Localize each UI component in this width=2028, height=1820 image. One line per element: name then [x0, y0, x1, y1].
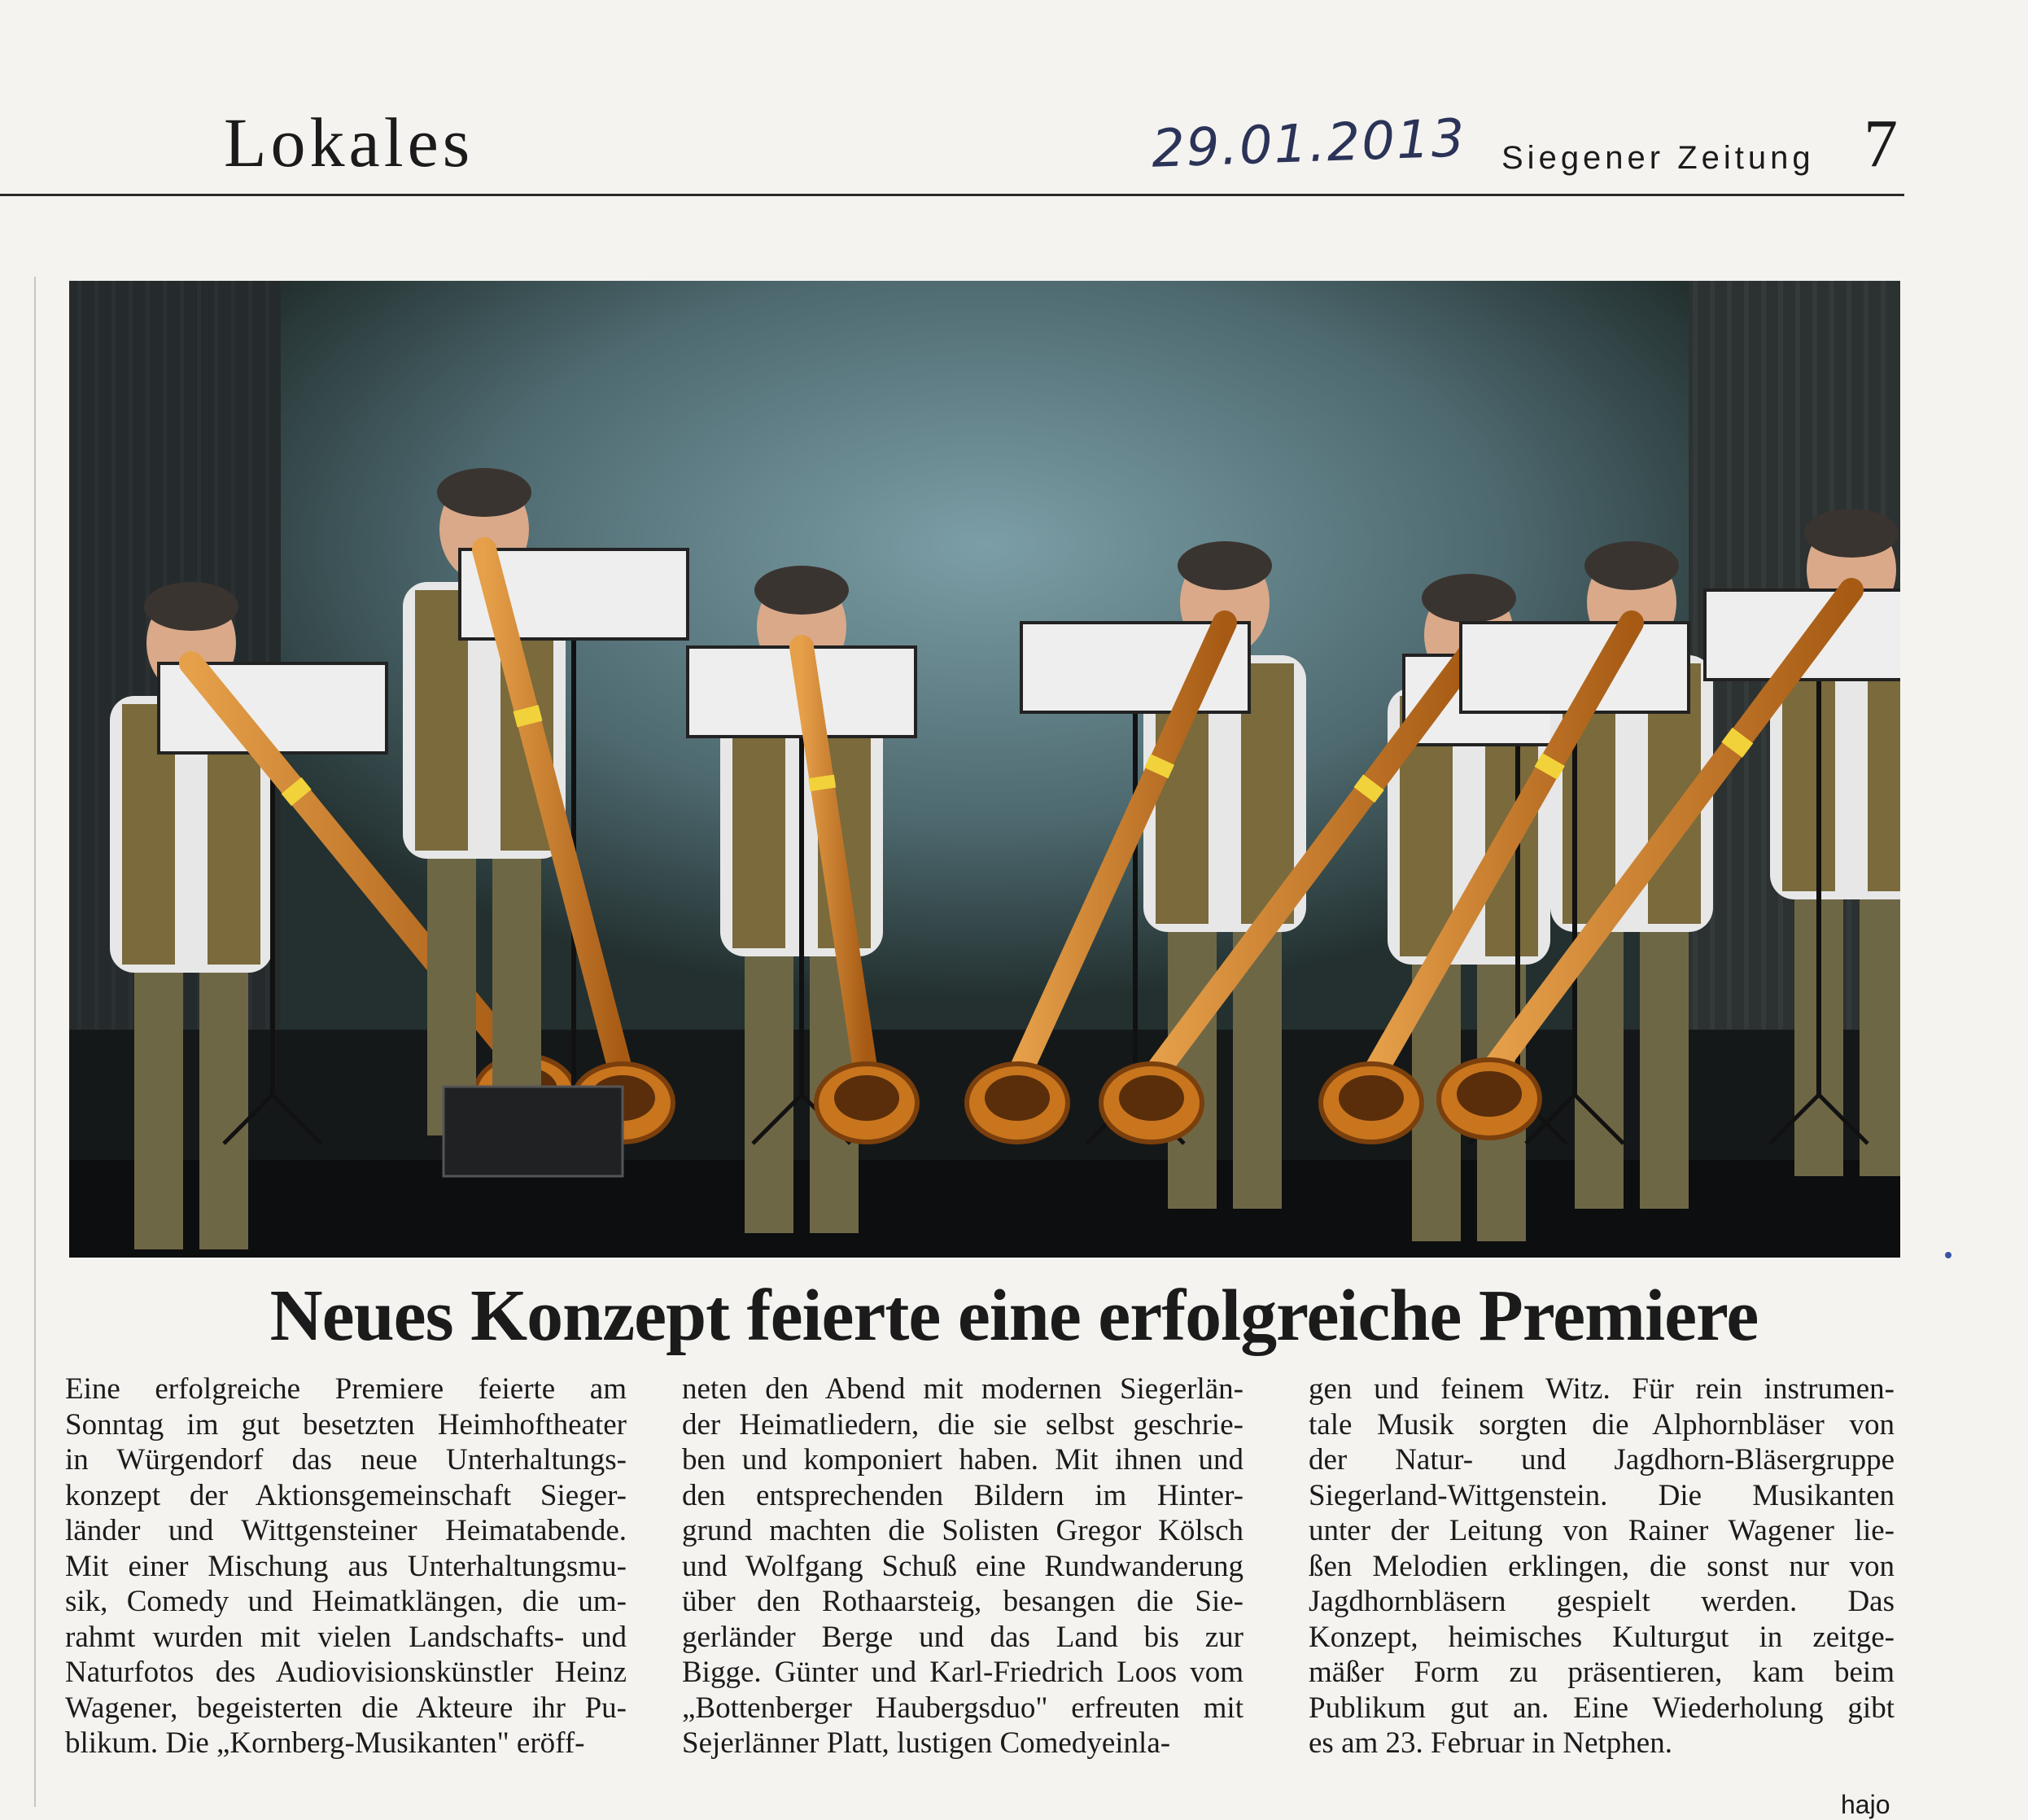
text-line: Siegerland-Wittgenstein. Die Musikanten — [1309, 1478, 1895, 1512]
text-line: sik, Comedy und Heimatklängen, die um- — [65, 1585, 627, 1618]
text-line: länder und Wittgensteiner Heimatabende. — [65, 1514, 627, 1547]
text-line: Mit einer Mischung aus Unterhaltungsmu- — [65, 1549, 627, 1583]
text-line: Publikum gut an. Eine Wiederholung gibt — [1309, 1691, 1895, 1725]
curtain-fold — [94, 281, 98, 1135]
article-headline: Neues Konzept feierte eine erfolgreiche Premiere — [269, 1275, 1759, 1356]
text-line: Wagener, begeisterten die Akteure ihr Pu- — [65, 1691, 627, 1725]
newspaper-name: Siegener Zeitung — [1501, 140, 1815, 176]
musician-hair — [437, 468, 531, 517]
text-line: ßen Melodien erklingen, die sonst nur von — [1309, 1549, 1895, 1583]
text-line: Bigge. Günter und Karl-Friedrich Loos vom — [682, 1656, 1243, 1689]
column-rule — [34, 277, 36, 1807]
alphorn-band — [1156, 759, 1163, 773]
text-line: rahmt wurden mit vielen Landschafts- und — [65, 1620, 627, 1654]
text-line: blikum. Die „Kornberg-Musikanten" eröff- — [65, 1726, 585, 1760]
curtain-fold — [1727, 281, 1732, 1135]
musician-hair — [754, 566, 849, 615]
text-line: über den Rothaarsteig, besangen die Sie- — [682, 1585, 1243, 1618]
text-line: tale Musik sorgten die Alphornbläser von — [1309, 1407, 1895, 1442]
article-photo — [69, 281, 1900, 1258]
alphorn-band — [821, 777, 823, 790]
text-line: unter der Leitung von Rainer Wagener lie- — [1309, 1514, 1895, 1547]
alphorn-band — [1364, 782, 1374, 795]
text-line: Eine erfolgreiche Premiere feierte am — [65, 1372, 627, 1406]
article-column-3 — [1309, 1372, 1895, 1761]
alphorn-bell-opening — [834, 1075, 899, 1121]
text-line: und Wolfgang Schuß eine Rundwanderung — [682, 1549, 1243, 1583]
alphorn-band — [1545, 759, 1554, 773]
text-line: der Natur- und Jagdhorn-Bläsergruppe — [1309, 1443, 1895, 1477]
alphorn-band — [1732, 736, 1742, 750]
article-column-1 — [65, 1372, 627, 1761]
stage-monitor — [444, 1087, 623, 1176]
section-title: Lokales — [224, 103, 474, 182]
musician-leg — [745, 940, 793, 1233]
musician-leg — [134, 956, 183, 1249]
musician-hair — [1178, 541, 1272, 590]
text-line: neten den Abend mit modernen Siegerlän- — [682, 1372, 1243, 1406]
audience-silhouettes — [69, 1160, 1900, 1258]
author-byline: hajo — [1841, 1790, 1890, 1819]
musician-hair — [144, 582, 238, 631]
alphorn-ensemble-photo — [69, 281, 1900, 1258]
text-line: den entsprechenden Bildern im Hinter- — [682, 1478, 1243, 1512]
text-line: Sejerlänner Platt, lustigen Comedyeinla- — [682, 1726, 1171, 1760]
text-line: Sonntag im gut besetzten Heimhoftheater — [65, 1407, 627, 1442]
musician-leg — [1640, 916, 1689, 1209]
text-line: der Heimatliedern, die sie selbst geschrie- — [682, 1407, 1243, 1442]
alphorn-bell-opening — [1457, 1071, 1522, 1117]
text-line: mäßer Form zu präsentieren, kam beim — [1309, 1656, 1895, 1689]
text-line: gen und feinem Witz. Für rein instrumen- — [1309, 1372, 1895, 1406]
text-line: Konzept, heimisches Kulturgut in zeitge- — [1309, 1620, 1895, 1654]
alphorn-band — [526, 708, 530, 724]
musician-hair — [1584, 541, 1679, 590]
musician-hair — [1804, 509, 1899, 558]
text-line: grund machten die Solisten Gregor Kölsch — [682, 1514, 1243, 1547]
text-line: es am 23. Februar in Netphen. — [1309, 1726, 1672, 1760]
text-line: ben und komponiert haben. Mit ihnen und — [682, 1443, 1243, 1477]
alphorn-bell-opening — [1119, 1075, 1184, 1121]
text-line: gerländer Berge und das Land bis zur — [682, 1620, 1243, 1654]
text-line: „Bottenberger Haubergsduo" erfreuten mit — [682, 1691, 1243, 1725]
curtain-fold — [77, 281, 81, 1135]
header-rule — [0, 194, 1904, 196]
text-line: in Würgendorf das neue Unterhaltungs- — [65, 1443, 627, 1477]
musician-leg — [1860, 883, 1900, 1176]
text-line: Jagdhornbläsern gespielt werden. Das — [1309, 1585, 1895, 1618]
page-number: 7 — [1864, 106, 1898, 182]
article-column-2 — [682, 1372, 1243, 1761]
musician-leg — [199, 956, 248, 1249]
alphorn-band — [291, 785, 301, 798]
alphorn-bell-opening — [1339, 1075, 1404, 1121]
text-line: konzept der Aktionsgemeinschaft Sieger- — [65, 1478, 627, 1512]
alphorn-bell-opening — [985, 1075, 1050, 1121]
musician-hair — [1422, 574, 1516, 623]
text-line: Naturfotos des Audiovisionskünstler Heinz — [65, 1656, 627, 1689]
ink-speck — [1945, 1252, 1952, 1258]
handwritten-date: 29.01.2013 — [1150, 108, 1467, 180]
